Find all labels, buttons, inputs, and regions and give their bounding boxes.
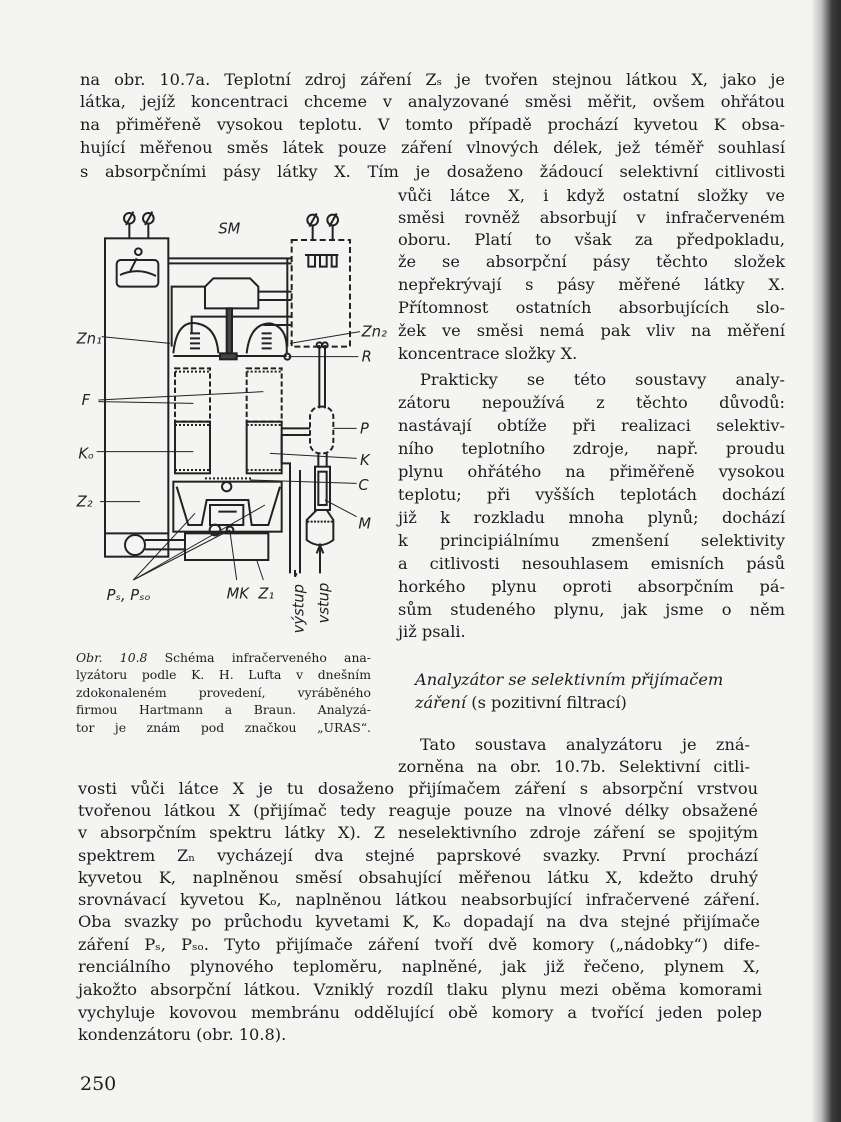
text-line: oboru. Platí to však za předpokladu, — [398, 230, 785, 249]
label-f: F — [81, 392, 91, 409]
figure-labels — [76, 220, 387, 633]
text-line: srovnávací kyvetou Kₒ, naplněnou látkou neabsorbující infračervené záření. — [78, 890, 760, 909]
caption-line: tor je znám pod značkou „URAS“. — [76, 720, 371, 735]
caption-text: Schéma infračerveného ana- — [147, 650, 371, 665]
text-line: na přiměřeně vysokou teplotu. V tomto případě prochází kyvetou K obsa- — [80, 115, 785, 134]
caption-line: lyzátoru podle K. H. Lufta v dnešním — [76, 667, 371, 682]
text-line: horkého plynu oproti absorpčním pá- — [398, 577, 785, 596]
text-line: zorněna na obr. 10.7b. Selektivní citli- — [398, 757, 750, 776]
label-k: K — [360, 452, 370, 469]
text-line: látka, jejíž koncentraci chceme v analyzované směsi měřit, ovšem ohřátou — [80, 92, 785, 111]
leader-lines — [97, 332, 360, 580]
heading-italic: záření — [415, 693, 467, 712]
gas-path — [282, 342, 334, 576]
heater-box — [292, 240, 350, 347]
text-line: tvořenou látkou X (přijímač tedy reaguje pouze na vlnové délky obsažené — [78, 801, 758, 820]
text-line: jakožto absorpční látkou. Vzniklý rozdíl tlaku plynu mezi oběma komorami — [78, 980, 762, 999]
caption-line: firmou Hartmann a Braun. Analyzá- — [76, 702, 371, 717]
text-line: sům studeného plynu, jak jsme o něm — [398, 600, 785, 619]
rotating-shutter — [173, 353, 290, 359]
text-line: Prakticky se této soustavy analy- — [420, 370, 785, 389]
text-line: směsi rovněž absorbují v infračerveném — [398, 208, 785, 227]
heading-line — [415, 693, 802, 713]
analyzer-schematic-figure — [70, 200, 400, 650]
page-number: 250 — [80, 1073, 117, 1095]
label-r: R — [361, 348, 372, 366]
label-sm: SM — [218, 220, 241, 238]
cuvettes — [175, 422, 282, 474]
text-line: spektrem Zₙ vycházejí dva stejné paprskové svazky. První prochází — [78, 846, 758, 865]
caption-line: zdokonaleném provedení, vyráběného — [76, 685, 371, 700]
label-c: C — [358, 477, 369, 494]
text-line: ního teplotního zdroje, např. proudu — [398, 439, 785, 458]
label-zn2: Zn₂ — [361, 323, 387, 341]
label-vystup: výstup — [290, 584, 308, 634]
heading-line: Analyzátor se selektivním přijímačem — [415, 670, 724, 689]
text-line: v absorpčním spektru látky X). Z neselektivního zdroje záření se spojitým — [78, 823, 758, 842]
label-ko: Kₒ — [78, 445, 95, 463]
label-z2: Z₂ — [76, 493, 93, 511]
text-line: na obr. 10.7a. Teplotní zdroj záření Zₛ je tvořen stejnou látkou X, jako je — [80, 70, 785, 89]
text-line: teplotu; při vyšších teplotách dochází — [398, 485, 785, 504]
text-line: plynu ohřátého na přiměřeně vysokou — [398, 462, 785, 481]
text-line: žek ve směsi nemá pak vliv na měření — [398, 321, 785, 340]
text-line: Přítomnost ostatních absorbujících slo- — [398, 298, 785, 317]
label-ps-pso: Pₛ, Pₛₒ — [106, 587, 151, 604]
page-edge-shadow — [811, 0, 841, 1122]
text-line: koncentrace složky X. — [398, 344, 578, 363]
caption-line — [76, 649, 371, 667]
label-mk: MK — [226, 585, 249, 603]
label-vstup: vstup — [315, 582, 333, 624]
text-line: zátoru nepoužívá z těchto důvodů: — [398, 393, 785, 412]
label-p: P — [360, 420, 369, 438]
text-line: renciálního plynového teploměru, naplněné, jak již řečeno, plynem X, — [78, 957, 760, 976]
text-line: Oba svazky po průchodu kyvetami K, Kₒ dopadají na dva stejné přijímače — [78, 912, 760, 931]
text-line: již psali. — [398, 622, 466, 641]
text-line: vychyluje kovovou membránu oddělující obě komory a tvořící jeden polep — [78, 1003, 762, 1022]
caption-label: Obr. 10.8 — [76, 650, 148, 665]
text-line: vůči látce X, i když ostatní složky ve — [398, 186, 785, 205]
text-line: Tato soustava analyzátoru je zná- — [420, 735, 750, 754]
text-line: vosti vůči látce X je tu dosaženo přijímačem záření s absorpční vrstvou — [78, 779, 758, 798]
text-line: již k rozkladu mnoha plynů; dochází — [398, 508, 785, 527]
text-line: kyvetou K, naplněnou směsí obsahující měřenou látku X, kdežto druhý — [78, 868, 758, 887]
text-line: nepřekrývají s pásy měřené látky X. — [398, 275, 785, 294]
text-line: hující měřenou směs látek pouze záření vlnových délek, jež téměř souhlasí — [80, 138, 785, 157]
text-line: k principiálnímu zmenšení selektivity — [398, 531, 785, 550]
text-line: že se absorpční pásy těchto složek — [398, 252, 785, 271]
text-line: s absorpčními pásy látky X. Tím je dosaženo žádoucí selektivní citlivosti — [80, 162, 785, 181]
text-line: nastávají obtíže při realizaci selektiv- — [398, 416, 785, 435]
label-zn1: Zn₁ — [76, 330, 102, 348]
heading-rest: (s pozitivní filtrací) — [466, 693, 627, 712]
label-z1: Z₁ — [258, 585, 275, 603]
text-line: záření Pₛ, Pₛₒ. Tyto přijímače záření tvoří dvě komory („nádobky“) dife- — [78, 935, 760, 954]
text-line: a citlivosti nesouhlasem emisních pásů — [398, 554, 785, 573]
text-line: kondenzátoru (obr. 10.8). — [78, 1025, 287, 1044]
label-m: M — [358, 515, 371, 533]
